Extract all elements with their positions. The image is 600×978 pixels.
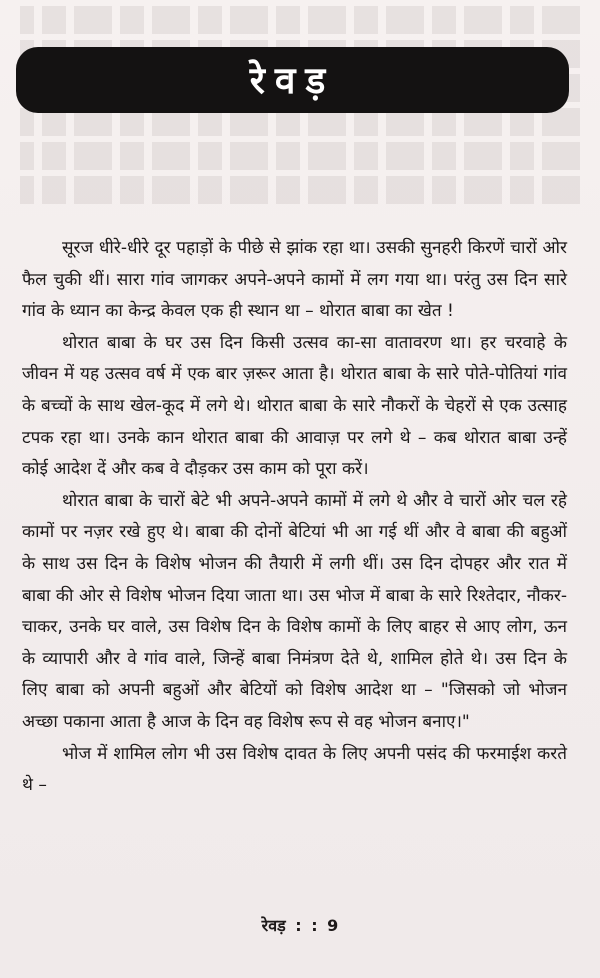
paragraph: थोरात बाबा के घर उस दिन किसी उत्सव का-सा वातावरण था। हर चरवाहे के जीवन में यह उत्सव वर्ष में एक बार ज़रूर आता है। थोरात बाबा के सारे पोते-पोतियां गांव के बच्चों के साथ खेल-कूद में लगे थे। थोरात बाबा के सारे नौकरों के चेहरों से एक उत्साह टपक रहा था। उनके कान थोरात बाबा की आवाज़ पर लगे थे – कब थोरात बाबा उन्हें कोई आदेश दें और कब वे दौड़कर उस काम को पूरा करें। (22, 332, 567, 480)
paragraph: भोज में शामिल लोग भी उस विशेष दावत के लिए अपनी पसंद की फरमाईश करते थे – (22, 743, 567, 796)
chapter-body (22, 233, 567, 802)
chapter-title-banner (16, 47, 569, 113)
paragraph: सूरज धीरे-धीरे दूर पहाड़ों के पीछे से झांक रहा था। उसकी सुनहरी किरणें चारों ओर फैल चुकी थीं। सारा गांव जागकर अपने-अपने कामों में लग गया था। परंतु उस दिन सारे गांव के ध्यान का केन्द्र केवल एक ही स्थान था – थोरात बाबा का खेत ! (22, 238, 567, 322)
page-footer: रेवड़ : : 9 (261, 916, 339, 935)
bleed-through-texture (20, 0, 580, 240)
paragraph: थोरात बाबा के चारों बेटे भी अपने-अपने कामों में लगे थे और वे चारों ओर चल रहे कामों पर नज़र रखे हुए थे। बाबा की दोनों बेटियां भी आ गई थीं और वे बाबा की बहुओं के साथ उस दिन के विशेष भोजन की तैयारी में लगी थीं। उस दिन दोपहर और रात में बाबा की ओर से विशेष भोजन दिया जाता था। उस भोज में बाबा के सारे रिश्तेदार, नौकर-चाकर, उनके घर वाले, उस विशेष दिन के विशेष कामों के लिए बाहर से आए लोग, ऊन के व्यापारी और वे गांव वाले, जिन्हें बाबा निमंत्रण देते थे, शामिल होते थे। उस दिन के लिए बाबा को अपनी बहुओं और बेटियों को विशेष आदेश था – "जिसको जो भोजन अच्छा पकाना आता है आज के दिन वह विशेष रूप से वह भोजन बनाए।" (22, 490, 567, 732)
chapter-title: रेवड़ (249, 58, 336, 102)
